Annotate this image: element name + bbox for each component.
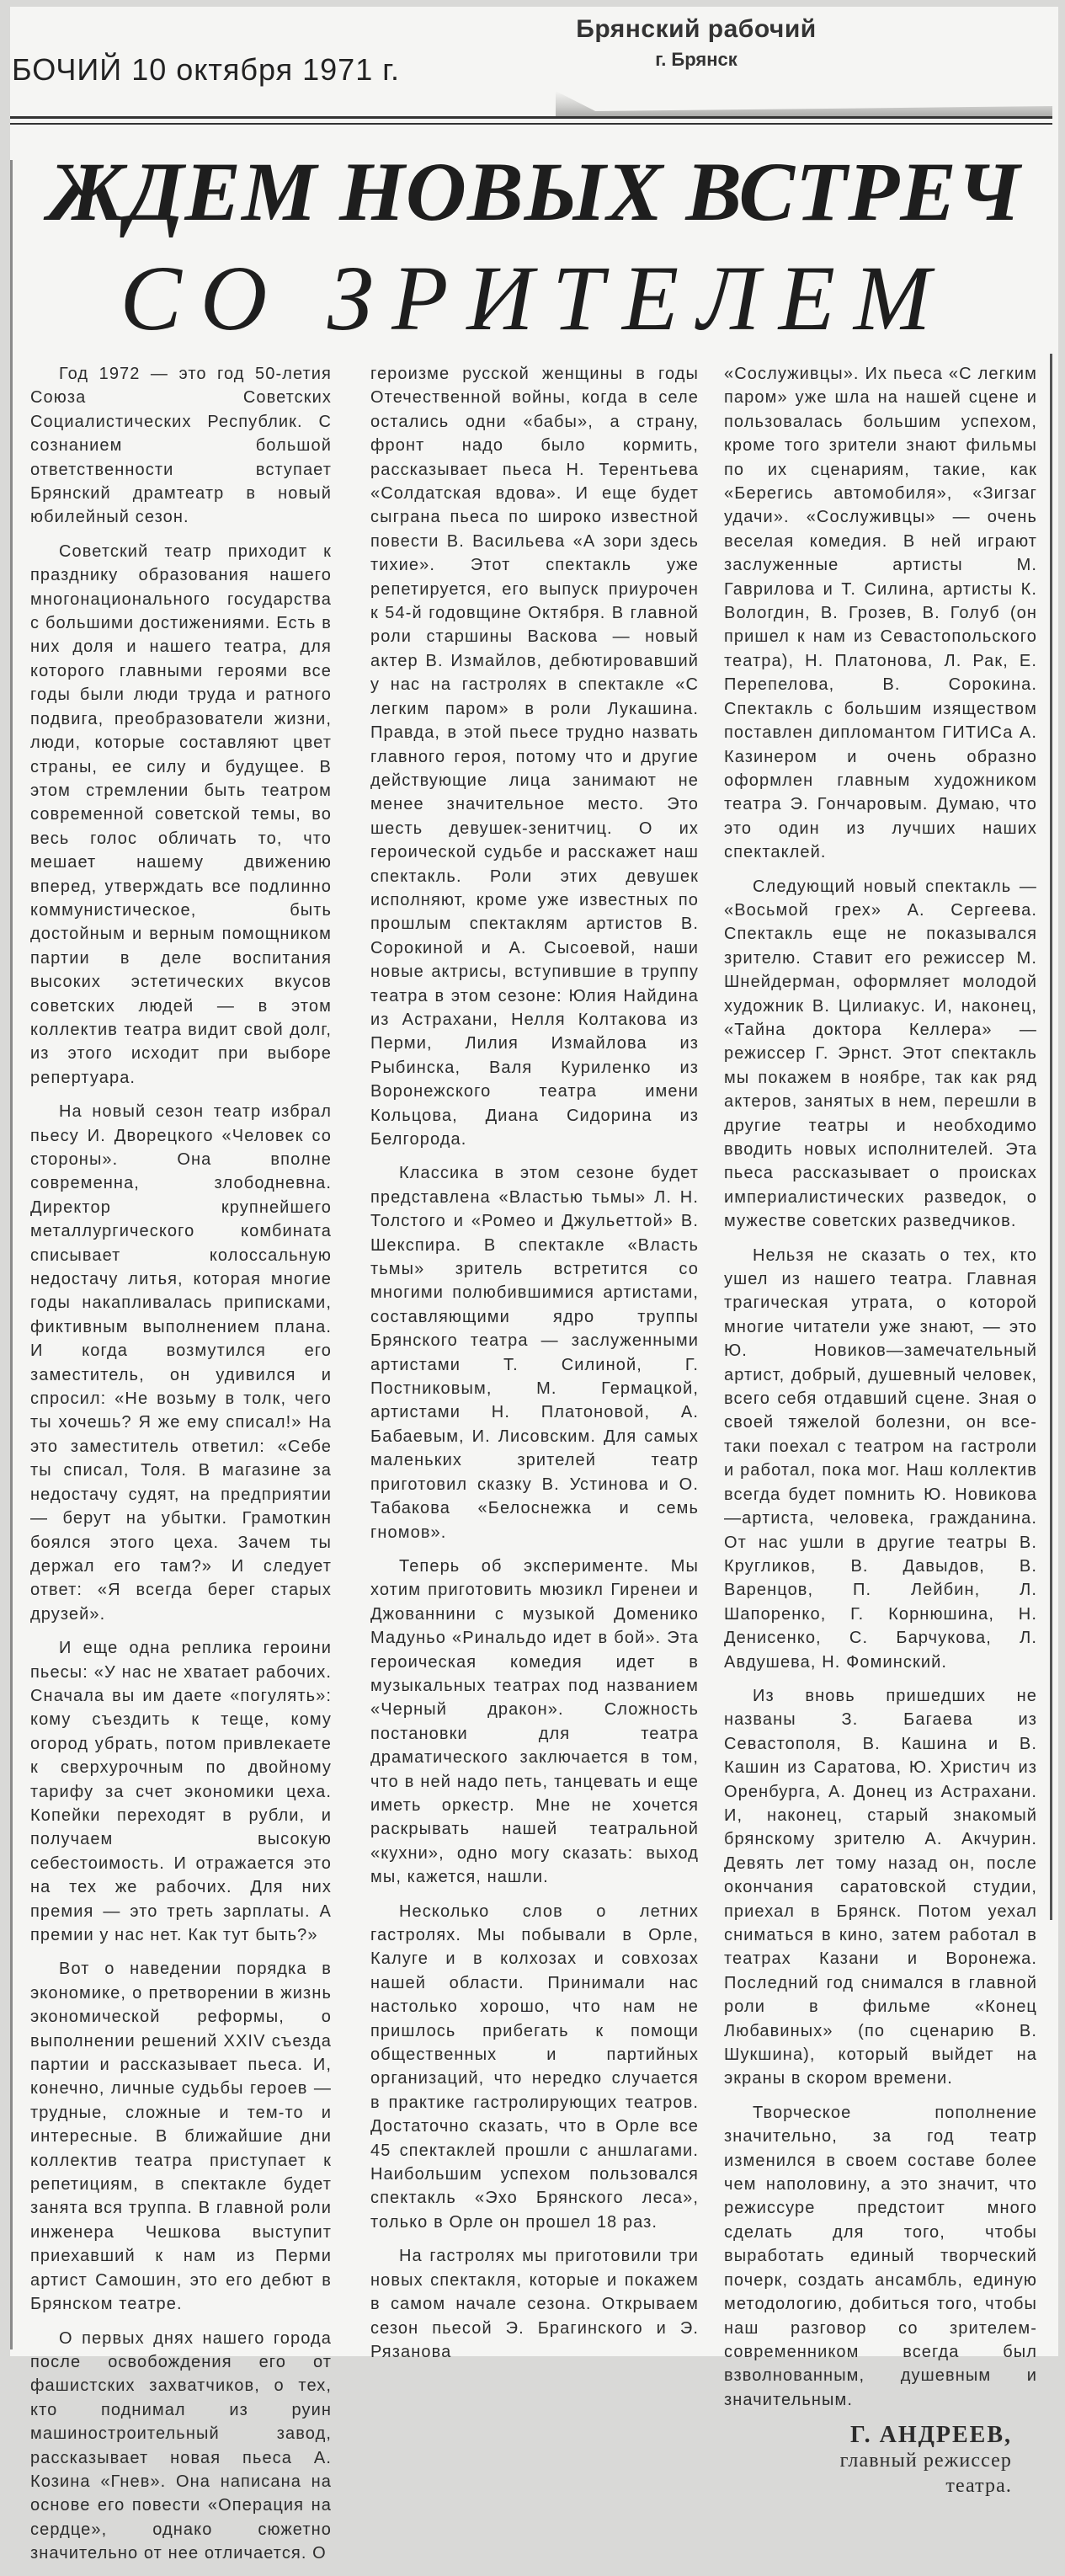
headline-line-2: СО ЗРИТЕЛЕМ [120,247,950,349]
left-edge-shadow [10,160,13,2349]
header-rule-secondary [10,123,1052,125]
issue-date: 10 октября 1971 г. [131,52,400,87]
author-name: Г. АНДРЕЕВ, [849,2422,1012,2449]
author-position-cont: театра. [945,2474,1012,2497]
header-rule [10,116,1052,119]
stamp-newspaper: Брянский рабочий [576,15,817,43]
paragraph-continued: героизме русской женщины в годы Отечественной войны, когда в селе остались одни «бабы», а страну, фронт надо было кормить, рассказывает пьеса Н. Терентьева «Солдатская вдова». И еще будет сыграна пьеса по широко известной повести В. Васильева «А зори здесь тихие». Этот спектакль уже репетируется, его выпуск приурочен к 54-й годовщине Октября. В главной роли старшины Васкова — новый актер В. Измайлов, дебютировавший у нас на гастролях в спектакле «С легким паром» в роли Лукашина. Правда, в этой пьесе трудно назвать главного героя, потому что и другие действующие лица занимают не менее значительное место. Это шесть девушек-зенитчиц. О их героической судьбе и расскажет наш спектакль. Роли этих девушек исполняют, кроме уже известных по прошлым спектаклям артистов В. Сорокиной и А. Сысоевой, наши новые актрисы, вступившие в труппу театра в этом сезоне: Юлия Найдина из Астрахани, Нелля Колтакова из Перми, Лилия Измайлова из Рыбинска, Валя Куриленко из Воронежского театра имени Кольцова, Диана Сидорина из Белгорода. [370,365,699,1149]
paragraph: Советский театр приходит к празднику образования нашего многонационального государства с большими достижениями. Есть в них доля и нашего театра, для которого главными героями все годы были люди труда и ратного подвига, преобразователи жизни, люди, которые составляют цвет страны, ее силу и будущее. В этом стремлении быть театром современной советской темы, во весь голос обличать то, что мешает нашему движению вперед, утверждать все подлинно коммунистическое, быть достойным и верным помощником партии в деле воспитания высоких эстетических вкусов советских людей — в этом коллектив театра видит свой долг, из этого исходит при выборе репертуара. [30,541,332,1087]
paragraph-continued: «Сослуживцы». Их пьеса «С легким паром» уже шла на нашей сцене и пользовалась большим успехом, кроме того зрители знают фильмы по их сценариям, такие, как «Берегись автомобиля», «Зигзаг удачи». «Сослуживцы» — очень веселая комедия. В ней играют заслуженные артисты М. Гаврилова и Т. Силина, артисты К. Вологдин, В. Грозев, В. Голуб (он пришел к нам из Севастопольского театра), Н. Платонова, Л. Рак, Е. Перепелова, В. Сорокина. Спектакль с большим изяществом поставлен дипломантом ГИТИСа А. Казинером и очень образно оформлен главным художником театра Э. Гончаровым. Думаю, что это один из лучших наших спектаклей. [724,365,1037,862]
headline-line-1: ЖДЕМ НОВЫХ ВСТРЕЧ [48,145,1021,238]
author-signature [724,2424,1037,2498]
paragraph: На гастролях мы приготовили три новых спектакля, которые и покажем в самом начале сезона. Открываем сезон пьесой Э. Брагинского и Э. Рязанова [370,2247,699,2361]
masthead [12,52,400,88]
paragraph: Творческое пополнение значительно, за год театр изменился в своем составе более чем наполовину, а это значит, что режиссуре предстоит много сделать для того, чтобы выработать единый творческий почерк, создать ансамбль, единую методологию, добиться того, чтобы наш разговор со зрителем-современником всегда был взволнованным, душевным и значительным. [724,2103,1037,2409]
paragraph: Теперь об эксперименте. Мы хотим приготовить мюзикл Гиренеи и Джованнини с музыкой Доменико Мадуньо «Ринальдо идет в бой». Эта героическая комедия идет в музыкальных театрах под названием «Черный дракон». Сложность постановки для театра драматического заключается в том, что в ней надо петь, танцевать и еще иметь оркестр. Мне не хочется раскрывать нашей театральной «кухни», одно могу сказать: выход мы, кажется, нашли. [370,1556,699,1887]
author-position: главный режиссер [839,2449,1012,2472]
newspaper-name-fragment: БОЧИЙ [12,52,123,87]
archive-stamp [557,15,835,71]
paragraph: И еще одна реплика героини пьесы: «У нас не хватает рабочих. Сначала вы им даете «погулять»: кому съездить к теще, кому огород убрать, потом привлекаете к сверхурочным по двойному тарифу за счет экономики цеха. Копейки переходят в рубли, и получаем высокую себестоимость. И отражается это на тех же рабочих. Для них премия — это треть зарплаты. А премии у нас нет. Как тут быть?» [30,1639,332,1944]
paragraph: Год 1972 — это год 50-летия Союза Советских Социалистических Республик. С сознанием большой ответственности вступает Брянский драмтеатр в новый юбилейный сезон. [30,365,332,527]
paragraph: О первых днях нашего города после освобождения его от фашистских захватчиков, о тех, кто поднимал из руин машиностроительный завод, рассказывает новая пьеса А. Козина «Гнев». Она написана на основе его повести «Операция на сердце», однако сюжетно значительно от нее отличается. О [30,2328,332,2563]
stamp-city: г. Брянск [655,49,738,70]
paragraph: На новый сезон театр избрал пьесу И. Дворецкого «Человек со стороны». Она вполне современна, злободневна. Директор крупнейшего металлургического комбината списывает колоссальную недостачу литья, которая многие годы накапливалась приписками, фиктивным выполнением плана. И когда возмутился его заместитель, он удивился и спросил: «Не возьму в толк, чего ты хочешь? Я же ему списал!» На это заместитель ответил: «Себе ты списал, Толя. В магазине за недостачу судят, на предприятии — берут на убытки. Грамоткин боялся этого цеха. Зачем ты держал его там?» И следует ответ: «Я всегда берег старых друзей». [30,1102,332,1624]
paragraph: Следующий новый спектакль — «Восьмой грех» А. Сергеева. Спектакль еще не показывался зрителю. Ставит его режиссер М. Шнейдерман, оформляет молодой художник В. Цилиакус. И, наконец, «Тайна доктора Келлера» — режиссер Г. Эрнст. Этот спектакль мы покажем в ноябре, так как ряд актеров, занятых в нем, перешли в другие театры и необходимо вводить новых исполнителей. Эта пьеса рассказывает о происках империалистических разведок, о мужестве советских разведчиков. [724,877,1037,1231]
article-column-3 [724,362,1037,2499]
column-border-right [1050,354,1052,1920]
paragraph: Классика в этом сезоне будет представлена «Властью тьмы» Л. Н. Толстого и «Ромео и Джульеттой» В. Шекспира. В спектакле «Власть тьмы» зритель встретится со многими полюбившимися артистами, составляющими ядро труппы Брянского театра — заслуженными артистами Т. Силиной, Г. Постниковым, М. Гермацкой, артистами Н. Платоновой, А. Бабаевым, И. Лисовским. Для самых маленьких зрителей театр приготовил сказку В. Устинова и О. Табакова «Белоснежка и семь гномов». [370,1164,699,1542]
paragraph: Нельзя не сказать о тех, кто ушел из нашего театра. Главная трагическая утрата, о которой многие читатели уже знают, — это Ю. Новиков—замечательный артист, добрый, душевный человек, всего себя отдавший сцене. Зная о своей тяжелой болезни, он все-таки поехал с театром на гастроли и работал, пока мог. Наш коллектив всегда будет помнить Ю. Новикова—артиста, человека, гражданина. От нас ушли в другие театры В. Кругликов, В. Давыдов, В. Варенцов, П. Лейбин, Л. Шапоренко, Г. Корнюшина, Н. Денисенко, С. Барчукова, Л. Авдушева, Н. Фоминский. [724,1245,1037,1672]
paragraph: Несколько слов о летних гастролях. Мы побывали в Орле, Калуге и в колхозах и совхозах нашей области. Принимали нас настолько хорошо, что нам не пришлось прибегать к помощи общественных и партийных организаций, что нередко случается в практике гастролирующих театров. Достаточно сказать, что в Орле все 45 спектаклей прошли с аншлагами. Наибольшим успехом пользовался спектакль «Эхо Брянского леса», только в Орле он прошел 18 раз. [370,1901,699,2232]
article-column-2 [370,362,699,2374]
article-column-1 [30,362,332,2576]
paragraph: Из вновь пришедших не названы З. Багаева из Севастополя, В. Кашина и В. Кашин из Саратова, Ю. Христич из Оренбурга, А. Донец из Астрахани. И, наконец, старый знакомый брянскому зрителю А. Акчурин. Девять лет тому назад он, после окончания саратовской студии, приехал в Брянск. Потом уехал сниматься в кино, затем работал в театрах Казани и Воронежа. Последний год снимался в главной роли в фильме «Конец Любавиных» (по сценарию В. Шукшина), который выйдет на экраны в скором времени. [724,1686,1037,2088]
paragraph: Вот о наведении порядка в экономике, о претворении в жизнь экономической реформы, о выполнении решений XXIV съезда партии и рассказывает пьеса. И, конечно, личные судьбы героев — трудные, сложные и тем-то и интересные. В ближайшие дни коллектив театра приступает к репетициям, в спектакле будет занята вся труппа. В главной роли инженера Чешкова выступит приехавший к нам из Перми артист Самошин, это его дебют в Брянском театре. [30,1960,332,2314]
